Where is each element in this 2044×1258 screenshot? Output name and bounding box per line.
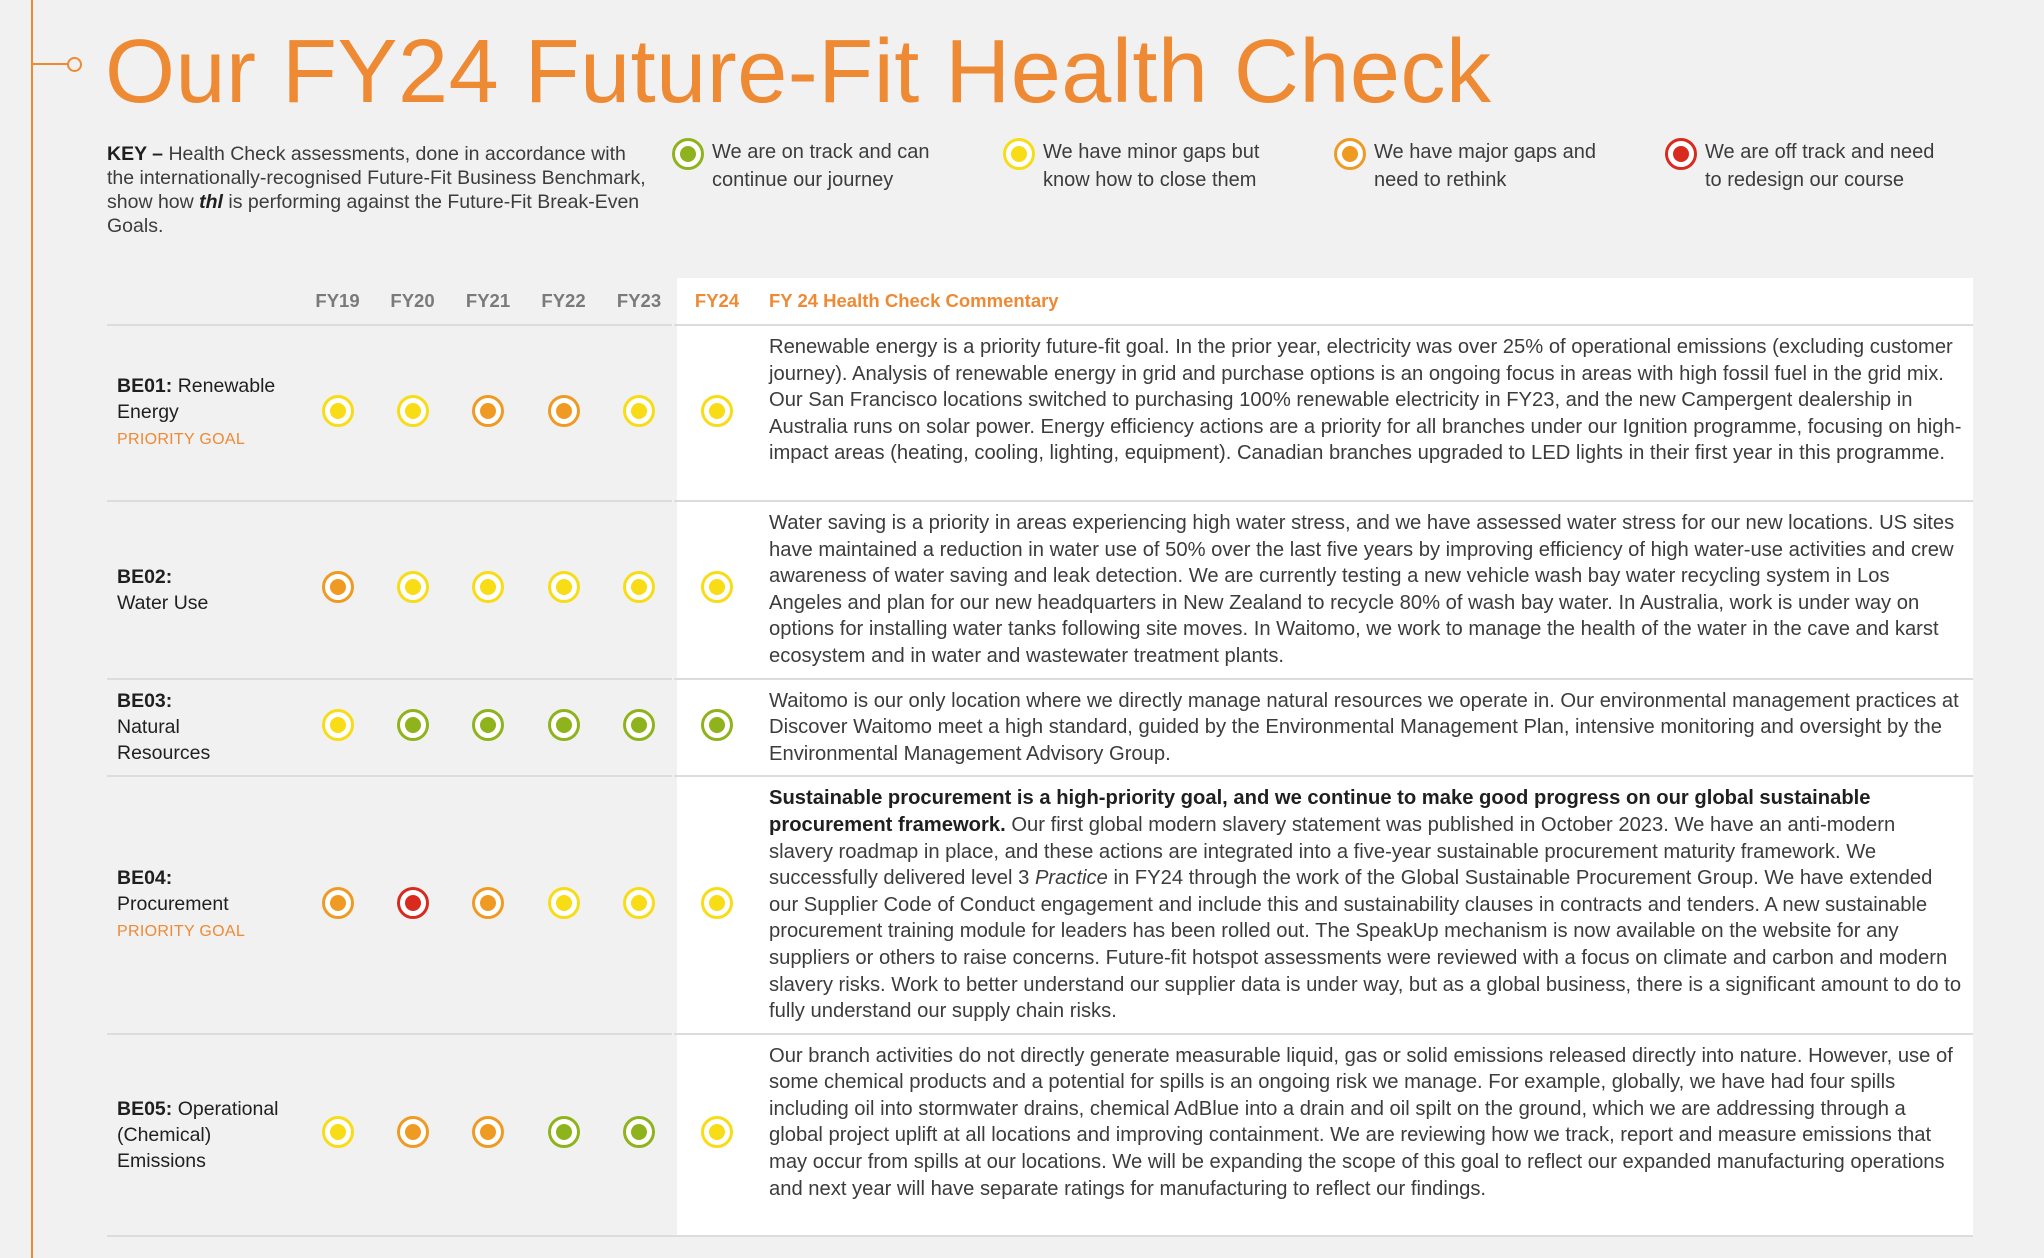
legend-text: We are on track and can continue our journey bbox=[712, 141, 930, 191]
rating-fy23 bbox=[601, 501, 677, 679]
commentary-cell bbox=[757, 501, 1973, 679]
status-yellow-icon bbox=[701, 887, 733, 919]
status-orange-icon bbox=[472, 1116, 504, 1148]
rating-fy22 bbox=[526, 776, 601, 1033]
status-green-icon bbox=[672, 138, 704, 170]
header-fy24: FY24 bbox=[677, 278, 757, 325]
status-orange-icon bbox=[322, 571, 354, 603]
status-yellow-icon bbox=[322, 709, 354, 741]
commentary-cell bbox=[757, 679, 1973, 777]
rating-fy19 bbox=[300, 776, 375, 1033]
status-green-icon bbox=[548, 1116, 580, 1148]
commentary-text: Waitomo is our only location where we directly manage natural resources we operate in. Our environmental management practices at Discover Waitomo meet a high standard, guided by the Environmental Management Plan, intensive monitoring and oversight by the Environmental Management Advisory Group. bbox=[769, 689, 1959, 765]
status-yellow-icon bbox=[472, 571, 504, 603]
rating-fy19 bbox=[300, 501, 375, 679]
status-orange-icon bbox=[322, 887, 354, 919]
goal-name: Renewable Energy bbox=[117, 375, 276, 423]
status-orange-icon bbox=[397, 1116, 429, 1148]
rating-fy24 bbox=[677, 679, 757, 777]
legend-text: We have major gaps and need to rethink bbox=[1374, 141, 1596, 191]
rating-fy24 bbox=[677, 325, 757, 501]
status-green-icon bbox=[701, 709, 733, 741]
header-fy19: FY19 bbox=[300, 278, 375, 325]
rating-fy20 bbox=[375, 325, 450, 501]
priority-label: PRIORITY GOAL bbox=[117, 431, 246, 448]
status-yellow-icon bbox=[322, 395, 354, 427]
title-marker-icon bbox=[67, 57, 82, 72]
rating-fy21 bbox=[450, 1034, 526, 1236]
status-orange-icon bbox=[472, 887, 504, 919]
rating-fy20 bbox=[375, 501, 450, 679]
status-red-icon bbox=[1665, 138, 1697, 170]
status-orange-icon bbox=[548, 395, 580, 427]
status-green-icon bbox=[623, 1116, 655, 1148]
rating-fy22 bbox=[526, 679, 601, 777]
goal-cell bbox=[107, 325, 300, 501]
header-commentary: FY 24 Health Check Commentary bbox=[757, 278, 1973, 325]
key-text: Health Check assessments, done in accordance with the internationally-recognised Future-Fit Business Benchmark, show how bbox=[107, 143, 646, 213]
status-yellow-icon bbox=[623, 571, 655, 603]
goal-name: Operational (Chemical) Emissions bbox=[117, 1097, 279, 1172]
key-text-end: is performing against the Future-Fit Break-Even Goals. bbox=[107, 191, 640, 237]
rating-fy23 bbox=[601, 679, 677, 777]
goal-name: Natural Resources bbox=[117, 716, 211, 765]
header-fy20: FY20 bbox=[375, 278, 450, 325]
status-yellow-icon bbox=[701, 1116, 733, 1148]
commentary-cell bbox=[757, 325, 1973, 501]
legend-text: We have minor gaps but know how to close them bbox=[1043, 141, 1260, 191]
status-yellow-icon bbox=[397, 571, 429, 603]
rating-fy20 bbox=[375, 679, 450, 777]
rating-fy19 bbox=[300, 679, 375, 777]
header-fy22: FY22 bbox=[526, 278, 601, 325]
goal-cell bbox=[107, 776, 300, 1033]
key-intro bbox=[107, 142, 652, 238]
column-separator bbox=[672, 278, 674, 1226]
header-goal bbox=[107, 278, 300, 325]
legend-text: We are off track and need to redesign our course bbox=[1705, 141, 1935, 191]
goal-cell bbox=[107, 1034, 300, 1236]
title-connector bbox=[32, 63, 72, 65]
goal-code: BE01: bbox=[117, 375, 173, 397]
rating-fy23 bbox=[601, 1034, 677, 1236]
key-label: KEY – bbox=[107, 143, 164, 165]
rating-fy22 bbox=[526, 1034, 601, 1236]
goal-code: BE02: bbox=[117, 565, 173, 588]
status-yellow-icon bbox=[1003, 138, 1035, 170]
priority-label: PRIORITY GOAL bbox=[117, 923, 246, 941]
goal-cell bbox=[107, 679, 300, 777]
status-green-icon bbox=[397, 709, 429, 741]
rating-fy21 bbox=[450, 776, 526, 1033]
commentary-text: Renewable energy is a priority future-fit goal. In the prior year, electricity was over 25% of operational emissions (excluding customer journey). Analysis of renewable energy in grid and purchase options is an ongoing focus in areas with high fossil fuel in the grid mix. Our San Francisco locations switched to purchasing 100% renewable electricity in FY23, and the new Campergent dealership in Australia runs on solar power. Energy efficiency actions are a priority for all branches under our Ignition programme, focusing on high-impact areas (heating, cooling, lighting, equipment). Canadian branches upgraded to LED lights in their first year in this programme. bbox=[769, 336, 1962, 465]
rating-fy23 bbox=[601, 325, 677, 501]
rating-fy24 bbox=[677, 501, 757, 679]
page-margin-rule bbox=[31, 0, 33, 1258]
status-green-icon bbox=[548, 709, 580, 741]
health-check-table bbox=[107, 278, 1973, 1237]
status-yellow-icon bbox=[701, 571, 733, 603]
status-yellow-icon bbox=[548, 571, 580, 603]
header-fy21: FY21 bbox=[450, 278, 526, 325]
rating-fy24 bbox=[677, 776, 757, 1033]
status-yellow-icon bbox=[322, 1116, 354, 1148]
table-header-row bbox=[107, 278, 1973, 325]
goal-name: Procurement bbox=[117, 893, 229, 916]
table-row bbox=[107, 501, 1973, 679]
emphasis-practice: Practice bbox=[1034, 867, 1108, 890]
rating-fy21 bbox=[450, 501, 526, 679]
commentary-cell bbox=[757, 1034, 1973, 1236]
rating-fy21 bbox=[450, 679, 526, 777]
commentary-text: Water saving is a priority in areas experiencing high water stress, and we have assessed water stress for our new locations. US sites have maintained a reduction in water use of 50% over the last five years by improving efficiency of high water-use activities and crew awareness of water saving and leak detection. We are currently testing a new vehicle wash bay water recycling system in Los Angeles and plan for our new headquarters in New Zealand to recycle 80% of wash bay water. In Australia, work is under way on options for installing water tanks following site moves. In Waitomo, we work to manage the health of the water in the cave and karst ecosystem and in water and wastewater treatment plants. bbox=[769, 512, 1955, 667]
status-yellow-icon bbox=[548, 887, 580, 919]
commentary-text: Our branch activities do not directly generate measurable liquid, gas or solid emissions released directly into nature. However, use of some chemical products and a potential for spills is an ongoing risk we manage. For example, globally, we have had four spills including oil into stormwater drains, chemical AdBlue into a drain and oil spilt on the ground, which we are addressing through a global project uplift at all locations and improving containment. We are reviewing how we track, report and measure emissions that may occur from spills at our locations. We will be expanding the scope of this goal to reflect our expanded manufacturing operations and next year will have separate ratings for manufacturing to reflect our findings. bbox=[769, 1044, 1953, 1200]
brand-name: thl bbox=[199, 191, 223, 213]
legend-on-track bbox=[672, 138, 930, 194]
goal-code: BE03: bbox=[117, 690, 173, 713]
goal-cell bbox=[107, 501, 300, 679]
table-row bbox=[107, 776, 1973, 1033]
legend-major-gaps bbox=[1334, 138, 1596, 194]
status-green-icon bbox=[623, 709, 655, 741]
status-orange-icon bbox=[1334, 138, 1366, 170]
status-green-icon bbox=[472, 709, 504, 741]
legend-off-track bbox=[1665, 138, 1934, 194]
rating-fy21 bbox=[450, 325, 526, 501]
status-yellow-icon bbox=[623, 887, 655, 919]
page-title: Our FY24 Future-Fit Health Check bbox=[105, 22, 1492, 122]
status-orange-icon bbox=[472, 395, 504, 427]
status-yellow-icon bbox=[623, 395, 655, 427]
header-fy23: FY23 bbox=[601, 278, 677, 325]
rating-fy23 bbox=[601, 776, 677, 1033]
rating-fy19 bbox=[300, 325, 375, 501]
goal-code: BE05: bbox=[117, 1097, 173, 1120]
table-row bbox=[107, 1034, 1973, 1236]
rating-fy20 bbox=[375, 1034, 450, 1236]
rating-fy22 bbox=[526, 325, 601, 501]
rating-fy22 bbox=[526, 501, 601, 679]
commentary-text: Our first global modern slavery statement was published in October 2023. We have an anti-modern slavery roadmap in place, and these actions are integrated into a five-year sustainable procurement maturity framework. We successfully delivered level 3 Practice in FY24 through the work of the Global Sustainable Procurement Group. We have extended our Supplier Code of Conduct engagement and include this and sustainability clauses in contracts and tenders. A new sustainable procurement training module for leaders has been rolled out. The SpeakUp mechanism is now available on the website for any suppliers or others to raise concerns. Future-fit hotspot assessments were reviewed with a focus on climate and carbon and modern slavery risks. Work to better understand our supplier data is under way, but as a global business, there is a significant amount to do to fully understand our supply chain risks. bbox=[769, 813, 1962, 1023]
goal-name: Water Use bbox=[117, 591, 209, 614]
commentary-cell bbox=[757, 776, 1973, 1033]
rating-fy20 bbox=[375, 776, 450, 1033]
commentary-lead: Sustainable procurement is a high-priority goal, and we continue to make good progress on our global sustainable procurement framework. bbox=[769, 787, 1871, 836]
rating-fy19 bbox=[300, 1034, 375, 1236]
rating-fy24 bbox=[677, 1034, 757, 1236]
table-row bbox=[107, 325, 1973, 501]
status-yellow-icon bbox=[701, 395, 733, 427]
status-red-icon bbox=[397, 887, 429, 919]
legend-minor-gaps bbox=[1003, 138, 1259, 194]
goal-code: BE04: bbox=[117, 867, 173, 890]
table-row bbox=[107, 679, 1973, 777]
status-yellow-icon bbox=[397, 395, 429, 427]
